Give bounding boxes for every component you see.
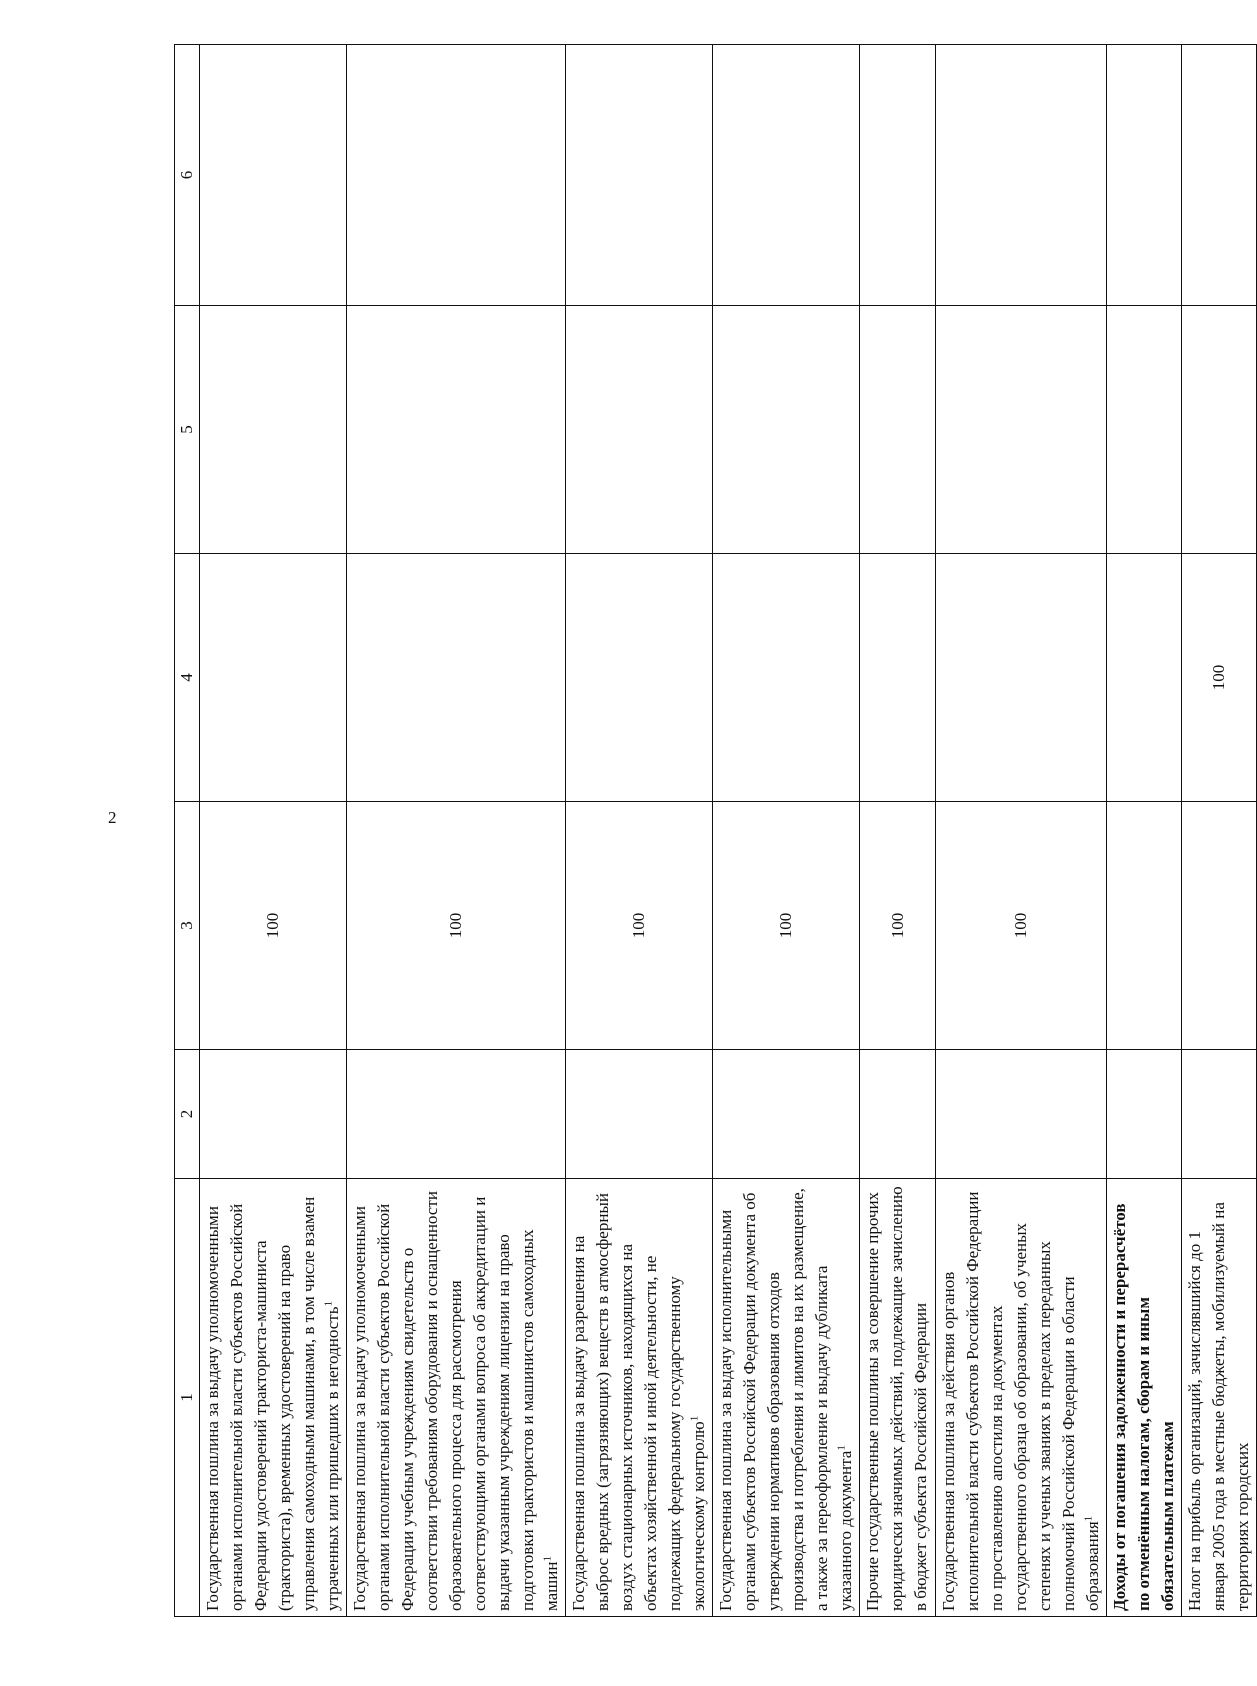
row-description: Государственная пошлина за выдачу уполномоченными органами исполнительной власти субъектов Российской Федерации учебным учреждениям свидетельств о соответствии требованиям оборудования и оснащенности образовательного процесса для рассмотрения соответствующими органами вопроса об аккредитации и выдачи указанным учреждениям лицензии на право подготовки трактористов и машинистов самоходных машин$^1$ <box>347 1179 566 1617</box>
cell-col-2 <box>1182 1050 1257 1179</box>
cell-col-4 <box>860 554 936 802</box>
cell-col-6 <box>200 45 347 306</box>
row-description: Государственная пошлина за выдачу исполнительными органами субъектов Российской Федерации документа об утверждении нормативов образования отходов производства и потребления и лимитов на их размещение, а также за переоформление и выдачу дубликата указанного документа$^1$ <box>713 1179 860 1617</box>
cell-col-2 <box>860 1050 936 1179</box>
column-header-1: 1 <box>175 1179 200 1617</box>
table-row <box>936 45 1107 1617</box>
footnote-mark: 1 <box>688 1415 701 1422</box>
cell-col-3: 100 <box>200 802 347 1050</box>
column-header-2: 2 <box>175 1050 200 1179</box>
cell-col-2 <box>936 1050 1107 1179</box>
cell-col-4 <box>713 554 860 802</box>
revenue-distribution-table <box>174 44 1257 1617</box>
table-row <box>860 45 936 1617</box>
cell-col-3 <box>1182 802 1257 1050</box>
cell-col-5 <box>936 306 1107 554</box>
footnote-mark: 1 <box>541 1556 554 1562</box>
cell-col-2 <box>566 1050 713 1179</box>
cell-col-3: 100 <box>860 802 936 1050</box>
row-description: Государственная пошлина за выдачу разрешения на выброс вредных (загрязняющих) веществ в атмосферный воздух стационарных источников, находящихся на объектах хозяйственной и иной деятельности, не подлежащих федеральному государственному экологическому контролю$^1$ <box>566 1179 713 1617</box>
rotated-table-container <box>174 17 1252 1617</box>
header-row <box>175 45 200 1617</box>
cell-col-6 <box>713 45 860 306</box>
cell-col-5 <box>1107 306 1182 554</box>
cell-col-6 <box>1107 45 1182 306</box>
table-row <box>1182 45 1257 1617</box>
table-row <box>347 45 566 1617</box>
cell-col-2 <box>713 1050 860 1179</box>
cell-col-2 <box>1107 1050 1182 1179</box>
cell-col-3: 100 <box>936 802 1107 1050</box>
cell-col-5 <box>200 306 347 554</box>
column-header-4: 4 <box>175 554 200 802</box>
row-description: Прочие государственные пошлины за совершение прочих юридически значимых действий, подлежащие зачислению в бюджет субъекта Российской Федерации <box>860 1179 936 1617</box>
cell-col-6 <box>347 45 566 306</box>
cell-col-4: 100 <box>1182 554 1257 802</box>
footnote-mark: 1 <box>835 1445 848 1451</box>
footnote-mark: 1 <box>322 1301 335 1307</box>
cell-col-5 <box>1182 306 1257 554</box>
table-row <box>566 45 713 1617</box>
cell-col-2 <box>200 1050 347 1179</box>
table-row <box>200 45 347 1617</box>
cell-col-5 <box>713 306 860 554</box>
cell-col-3 <box>1107 802 1182 1050</box>
cell-col-6 <box>860 45 936 306</box>
cell-col-4 <box>200 554 347 802</box>
table-row <box>1107 45 1182 1617</box>
cell-col-5 <box>860 306 936 554</box>
cell-col-2 <box>347 1050 566 1179</box>
column-header-5: 5 <box>175 306 200 554</box>
cell-col-4 <box>936 554 1107 802</box>
row-description: Доходы от погашения задолженности и перерасчётов по отменённым налогам, сборам и иным обязательным платежам <box>1107 1179 1182 1617</box>
cell-col-4 <box>1107 554 1182 802</box>
cell-col-3: 100 <box>713 802 860 1050</box>
row-description: Государственная пошлина за действия органов исполнительной власти субъектов Российской Федерации по проставлению апостиля на документах государственного образца об образовании, об ученых степенях и ученых званиях в пределах переданных полномочий Российской Федерации в области образования$^1$ <box>936 1179 1107 1617</box>
column-header-6: 6 <box>175 45 200 306</box>
page-number: 2 <box>108 808 117 827</box>
row-description: Государственная пошлина за выдачу уполномоченными органами исполнительной власти субъектов Российской Федерации удостоверений тракториста-машиниста (тракториста), временных удостоверений на право управления самоходными машинами, в том числе взамен утраченных или пришедших в негодность$^1$ <box>200 1179 347 1617</box>
footnote-mark: 1 <box>1082 1515 1095 1522</box>
cell-col-6 <box>1182 45 1257 306</box>
table-row <box>713 45 860 1617</box>
cell-col-3: 100 <box>566 802 713 1050</box>
row-description: Налог на прибыль организаций, зачислявшийся до 1 января 2005 года в местные бюджеты, мобилизуемый на территориях городских <box>1182 1179 1257 1617</box>
column-header-3: 3 <box>175 802 200 1050</box>
cell-col-5 <box>566 306 713 554</box>
cell-col-4 <box>566 554 713 802</box>
cell-col-6 <box>936 45 1107 306</box>
cell-col-6 <box>566 45 713 306</box>
cell-col-4 <box>347 554 566 802</box>
cell-col-5 <box>347 306 566 554</box>
cell-col-3: 100 <box>347 802 566 1050</box>
